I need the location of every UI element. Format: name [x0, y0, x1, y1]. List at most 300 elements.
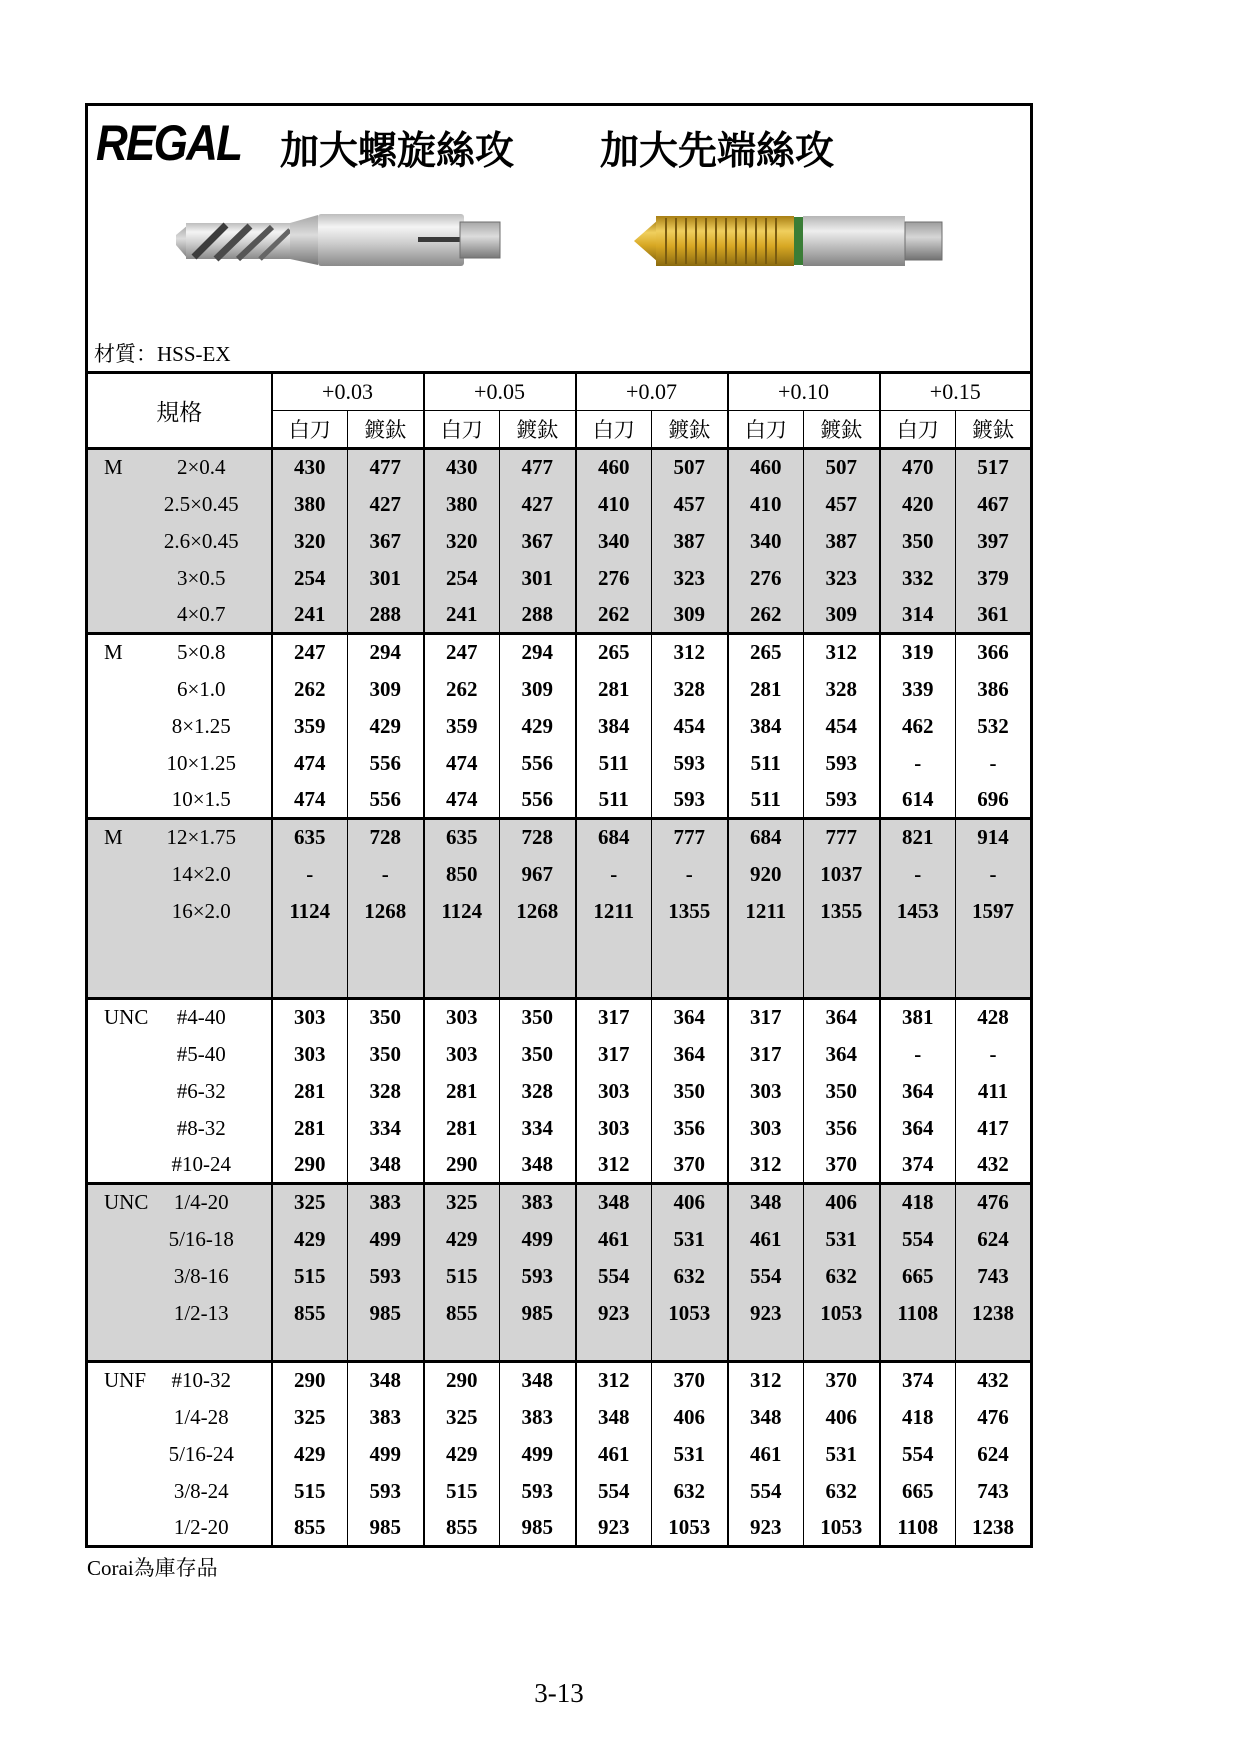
price-cell: 1453 [880, 893, 956, 930]
price-cell: 855 [424, 1295, 500, 1332]
thread-size-label: 1/2-13 [173, 1300, 229, 1325]
price-cell: 290 [424, 1147, 500, 1184]
spec-cell [87, 560, 272, 597]
price-cell: 383 [348, 1399, 424, 1436]
price-cell: 556 [500, 745, 576, 782]
price-cell: - [348, 856, 424, 893]
price-cell: 635 [272, 819, 348, 856]
price-cell: 350 [804, 1073, 880, 1110]
price-cell: 364 [804, 999, 880, 1036]
price-cell: 364 [652, 1036, 728, 1073]
price-cell: 967 [500, 856, 576, 893]
price-cell: 323 [652, 560, 728, 597]
price-cell: 356 [652, 1110, 728, 1147]
finish-sub-header: 白刀 [880, 411, 956, 449]
thread-size-label: 14×2.0 [171, 861, 231, 886]
price-cell: 1108 [880, 1295, 956, 1332]
thread-series-label: M [104, 640, 123, 665]
price-cell: 923 [576, 1510, 652, 1547]
price-cell: 531 [804, 1221, 880, 1258]
filler-row [87, 930, 1032, 999]
group-header-row [87, 373, 1032, 411]
price-cell: 499 [500, 1221, 576, 1258]
price-table [85, 371, 1033, 1548]
price-cell: 410 [728, 486, 804, 523]
price-cell: 593 [652, 782, 728, 819]
tolerance-group-header: +0.10 [728, 373, 880, 411]
price-cell: 461 [576, 1436, 652, 1473]
filler-cell [956, 1332, 1032, 1362]
price-cell: 593 [500, 1258, 576, 1295]
price-cell: 303 [424, 999, 500, 1036]
filler-cell [576, 930, 652, 999]
price-cell: 328 [348, 1073, 424, 1110]
price-cell: 507 [652, 449, 728, 486]
finish-sub-header: 鍍鈦 [500, 411, 576, 449]
price-cell: 303 [272, 999, 348, 1036]
thread-size-label: 3×0.5 [176, 565, 226, 590]
price-cell: 317 [728, 999, 804, 1036]
table-row [87, 1258, 1032, 1295]
table-row [87, 1221, 1032, 1258]
price-cell: 777 [652, 819, 728, 856]
price-cell: 380 [424, 486, 500, 523]
price-cell: 432 [956, 1362, 1032, 1399]
price-cell: 247 [272, 634, 348, 671]
size-block [87, 449, 1032, 634]
price-cell: 515 [424, 1258, 500, 1295]
price-cell: 350 [880, 523, 956, 560]
thread-size-label: #5-40 [176, 1041, 226, 1066]
price-cell: 325 [424, 1399, 500, 1436]
price-cell: 383 [348, 1184, 424, 1221]
table-row [87, 1295, 1032, 1332]
price-cell: 923 [728, 1295, 804, 1332]
table-row [87, 819, 1032, 856]
price-cell: 554 [880, 1436, 956, 1473]
price-cell: 461 [728, 1221, 804, 1258]
tolerance-group-header: +0.07 [576, 373, 728, 411]
spec-cell [87, 1110, 272, 1147]
thread-size-label: 10×1.5 [171, 786, 231, 811]
spiral-point-tap-image [628, 206, 948, 276]
table-row [87, 449, 1032, 486]
spec-cell [87, 1147, 272, 1184]
filler-cell [348, 1332, 424, 1362]
price-cell: 303 [728, 1110, 804, 1147]
spec-cell [87, 745, 272, 782]
price-cell: 632 [804, 1258, 880, 1295]
price-cell: 531 [652, 1221, 728, 1258]
price-cell: 624 [956, 1221, 1032, 1258]
price-cell: 1238 [956, 1295, 1032, 1332]
price-cell: 470 [880, 449, 956, 486]
price-cell: 356 [804, 1110, 880, 1147]
spec-cell [87, 1473, 272, 1510]
spec-cell [87, 1036, 272, 1073]
size-block [87, 1362, 1032, 1547]
price-cell: 1053 [804, 1295, 880, 1332]
price-cell: 914 [956, 819, 1032, 856]
filler-cell [652, 930, 728, 999]
price-cell: 317 [576, 1036, 652, 1073]
price-cell: 312 [576, 1147, 652, 1184]
price-cell: 474 [424, 745, 500, 782]
price-cell: - [956, 745, 1032, 782]
price-cell: 728 [500, 819, 576, 856]
thread-size-label: #10-32 [171, 1368, 231, 1393]
title-point-tap: 加大先端絲攻 [600, 130, 835, 173]
thread-size-label: 6×1.0 [176, 676, 226, 701]
price-cell: 303 [576, 1073, 652, 1110]
price-cell: 379 [956, 560, 1032, 597]
price-cell: 367 [500, 523, 576, 560]
price-cell: 1053 [804, 1510, 880, 1547]
thread-size-label: #10-24 [171, 1151, 231, 1176]
filler-cell [576, 1332, 652, 1362]
price-cell: 1053 [652, 1510, 728, 1547]
price-cell: 593 [348, 1473, 424, 1510]
price-cell: 339 [880, 671, 956, 708]
spec-cell [87, 671, 272, 708]
thread-size-label: 3/8-16 [173, 1263, 229, 1288]
price-cell: 1597 [956, 893, 1032, 930]
price-cell: 429 [272, 1221, 348, 1258]
filler-cell [880, 1332, 956, 1362]
price-cell: 312 [652, 634, 728, 671]
table-row [87, 1036, 1032, 1073]
size-block [87, 819, 1032, 999]
thread-series-label: UNC [104, 1190, 149, 1215]
price-cell: 397 [956, 523, 1032, 560]
price-cell: 476 [956, 1399, 1032, 1436]
price-cell: 515 [272, 1258, 348, 1295]
table-row [87, 1436, 1032, 1473]
price-cell: 511 [728, 782, 804, 819]
price-cell: 406 [804, 1399, 880, 1436]
price-cell: 429 [500, 708, 576, 745]
price-cell: 340 [728, 523, 804, 560]
price-cell: 301 [500, 560, 576, 597]
price-cell: 350 [348, 1036, 424, 1073]
price-cell: 276 [576, 560, 652, 597]
price-cell: 429 [424, 1436, 500, 1473]
price-cell: 728 [348, 819, 424, 856]
price-cell: 593 [804, 782, 880, 819]
price-cell: 367 [348, 523, 424, 560]
spec-cell [87, 1295, 272, 1332]
thread-size-label: 1/2-20 [173, 1514, 229, 1539]
price-cell: 1211 [576, 893, 652, 930]
price-cell: 1124 [424, 893, 500, 930]
price-cell: 432 [956, 1147, 1032, 1184]
price-cell: 632 [652, 1473, 728, 1510]
price-cell: 1238 [956, 1510, 1032, 1547]
price-cell: 556 [348, 745, 424, 782]
box-header [88, 106, 1030, 371]
spec-cell [87, 819, 272, 856]
price-cell: 1108 [880, 1510, 956, 1547]
price-cell: 320 [424, 523, 500, 560]
finish-sub-header: 鍍鈦 [652, 411, 728, 449]
price-cell: 406 [804, 1184, 880, 1221]
filler-cell [652, 1332, 728, 1362]
price-cell: 303 [576, 1110, 652, 1147]
size-block [87, 1184, 1032, 1362]
price-cell: - [652, 856, 728, 893]
price-cell: 985 [500, 1295, 576, 1332]
price-cell: 1211 [728, 893, 804, 930]
price-cell: 665 [880, 1473, 956, 1510]
price-cell: 531 [652, 1436, 728, 1473]
price-cell: 348 [728, 1184, 804, 1221]
thread-size-label: 5/16-24 [168, 1441, 234, 1466]
price-cell: 328 [500, 1073, 576, 1110]
price-cell: 314 [880, 597, 956, 634]
thread-size-label: 16×2.0 [171, 898, 231, 923]
price-cell: 309 [348, 671, 424, 708]
price-cell: 290 [272, 1147, 348, 1184]
spiral-flute-tap-image [168, 201, 508, 279]
table-row [87, 671, 1032, 708]
price-cell: 474 [272, 745, 348, 782]
thread-size-label: 5×0.8 [176, 640, 226, 665]
price-cell: 384 [728, 708, 804, 745]
spec-cell [87, 1399, 272, 1436]
price-cell: 254 [272, 560, 348, 597]
price-cell: - [880, 1036, 956, 1073]
thread-size-label: 2×0.4 [176, 455, 226, 480]
price-cell: 457 [652, 486, 728, 523]
price-cell: 332 [880, 560, 956, 597]
price-cell: 325 [272, 1399, 348, 1436]
price-cell: 477 [348, 449, 424, 486]
price-cell: 460 [728, 449, 804, 486]
brand-logo: REGAL [96, 115, 242, 171]
price-cell: 328 [804, 671, 880, 708]
price-cell: 499 [348, 1436, 424, 1473]
price-cell: 309 [500, 671, 576, 708]
table-row [87, 634, 1032, 671]
price-cell: 312 [804, 634, 880, 671]
price-cell: 374 [880, 1147, 956, 1184]
thread-size-label: 10×1.25 [166, 750, 237, 775]
spec-cell [87, 449, 272, 486]
price-cell: 312 [576, 1362, 652, 1399]
price-cell: 593 [652, 745, 728, 782]
price-cell: 350 [652, 1073, 728, 1110]
price-cell: 303 [424, 1036, 500, 1073]
price-cell: - [576, 856, 652, 893]
filler-cell [500, 930, 576, 999]
price-cell: 460 [576, 449, 652, 486]
price-cell: 1355 [804, 893, 880, 930]
price-cell: 380 [272, 486, 348, 523]
price-cell: 684 [576, 819, 652, 856]
price-cell: 632 [804, 1473, 880, 1510]
spec-cell [87, 1184, 272, 1221]
price-cell: 427 [500, 486, 576, 523]
price-cell: 430 [424, 449, 500, 486]
table-row [87, 597, 1032, 634]
price-cell: 461 [728, 1436, 804, 1473]
price-cell: 350 [500, 999, 576, 1036]
table-row [87, 1110, 1032, 1147]
price-cell: 325 [424, 1184, 500, 1221]
filler-row [87, 1332, 1032, 1362]
price-cell: 1053 [652, 1295, 728, 1332]
price-cell: - [880, 856, 956, 893]
page-number: 3-13 [534, 1678, 584, 1708]
price-cell: 461 [576, 1221, 652, 1258]
price-cell: 410 [576, 486, 652, 523]
filler-cell [500, 1332, 576, 1362]
price-cell: 334 [500, 1110, 576, 1147]
price-cell: 317 [576, 999, 652, 1036]
price-cell: 1268 [348, 893, 424, 930]
price-cell: 920 [728, 856, 804, 893]
table-row [87, 486, 1032, 523]
price-cell: 923 [576, 1295, 652, 1332]
spec-cell [87, 523, 272, 560]
filler-cell [87, 930, 272, 999]
spec-cell [87, 1362, 272, 1399]
size-block [87, 634, 1032, 819]
price-cell: 429 [348, 708, 424, 745]
price-cell: 262 [728, 597, 804, 634]
price-cell: 511 [576, 782, 652, 819]
price-cell: 477 [500, 449, 576, 486]
page-content [85, 103, 1033, 1709]
price-cell: 340 [576, 523, 652, 560]
price-cell: 427 [348, 486, 424, 523]
price-cell: 418 [880, 1184, 956, 1221]
table-row [87, 745, 1032, 782]
price-cell: 457 [804, 486, 880, 523]
price-cell: 454 [804, 708, 880, 745]
spec-cell [87, 782, 272, 819]
price-cell: 370 [652, 1362, 728, 1399]
price-cell: 288 [348, 597, 424, 634]
table-row [87, 1184, 1032, 1221]
product-box [85, 103, 1033, 1548]
price-cell: 241 [272, 597, 348, 634]
thread-series-label: UNF [104, 1368, 147, 1393]
price-cell: 554 [576, 1473, 652, 1510]
price-cell: 499 [348, 1221, 424, 1258]
filler-cell [956, 930, 1032, 999]
price-cell: 370 [652, 1147, 728, 1184]
price-cell: 262 [576, 597, 652, 634]
price-cell: 281 [272, 1110, 348, 1147]
price-cell: 359 [424, 708, 500, 745]
price-cell: 1268 [500, 893, 576, 930]
table-row [87, 999, 1032, 1036]
table-row [87, 1399, 1032, 1436]
spec-cell [87, 999, 272, 1036]
thread-series-label: M [104, 825, 123, 850]
table-row [87, 1362, 1032, 1399]
finish-sub-header: 鍍鈦 [804, 411, 880, 449]
price-cell: 593 [804, 745, 880, 782]
price-cell: 309 [652, 597, 728, 634]
spec-cell [87, 486, 272, 523]
price-cell: 359 [272, 708, 348, 745]
price-cell: 406 [652, 1399, 728, 1436]
price-cell: 850 [424, 856, 500, 893]
price-cell: 323 [804, 560, 880, 597]
price-cell: - [956, 856, 1032, 893]
price-cell: 855 [424, 1510, 500, 1547]
table-row [87, 1147, 1032, 1184]
price-cell: - [880, 745, 956, 782]
price-cell: 366 [956, 634, 1032, 671]
price-cell: 515 [424, 1473, 500, 1510]
price-cell: 462 [880, 708, 956, 745]
price-cell: 290 [424, 1362, 500, 1399]
thread-size-label: 12×1.75 [166, 825, 237, 850]
thread-size-label: 1/4-28 [173, 1404, 229, 1429]
tolerance-group-header: +0.15 [880, 373, 1032, 411]
price-cell: 281 [272, 1073, 348, 1110]
price-cell: 593 [348, 1258, 424, 1295]
table-row [87, 1510, 1032, 1547]
thread-size-label: 5/16-18 [168, 1226, 234, 1251]
price-cell: 635 [424, 819, 500, 856]
filler-cell [87, 1332, 272, 1362]
price-cell: 364 [804, 1036, 880, 1073]
spec-cell [87, 597, 272, 634]
thread-series-label: M [104, 455, 123, 480]
spec-cell [87, 856, 272, 893]
price-cell: 334 [348, 1110, 424, 1147]
table-row [87, 523, 1032, 560]
price-cell: 614 [880, 782, 956, 819]
price-cell: 383 [500, 1399, 576, 1436]
price-cell: 532 [956, 708, 1032, 745]
price-cell: 430 [272, 449, 348, 486]
price-cell: 428 [956, 999, 1032, 1036]
price-cell: 593 [500, 1473, 576, 1510]
price-cell: 348 [576, 1399, 652, 1436]
price-cell: 821 [880, 819, 956, 856]
price-cell: 262 [424, 671, 500, 708]
price-cell: 515 [272, 1473, 348, 1510]
price-cell: 476 [956, 1184, 1032, 1221]
price-cell: 429 [272, 1436, 348, 1473]
price-cell: 556 [348, 782, 424, 819]
table-header [87, 373, 1032, 449]
table-row [87, 856, 1032, 893]
thread-size-label: 8×1.25 [171, 713, 231, 738]
spec-cell [87, 1221, 272, 1258]
price-cell: 294 [500, 634, 576, 671]
finish-sub-header: 鍍鈦 [348, 411, 424, 449]
finish-sub-header: 鍍鈦 [956, 411, 1032, 449]
price-cell: 325 [272, 1184, 348, 1221]
spec-cell [87, 1510, 272, 1547]
price-cell: 467 [956, 486, 1032, 523]
finish-sub-header: 白刀 [728, 411, 804, 449]
price-cell: 370 [804, 1147, 880, 1184]
price-cell: 556 [500, 782, 576, 819]
price-cell: 985 [500, 1510, 576, 1547]
price-cell: 386 [956, 671, 1032, 708]
price-cell: 429 [424, 1221, 500, 1258]
table-row [87, 1073, 1032, 1110]
price-cell: 241 [424, 597, 500, 634]
price-cell: 364 [880, 1073, 956, 1110]
